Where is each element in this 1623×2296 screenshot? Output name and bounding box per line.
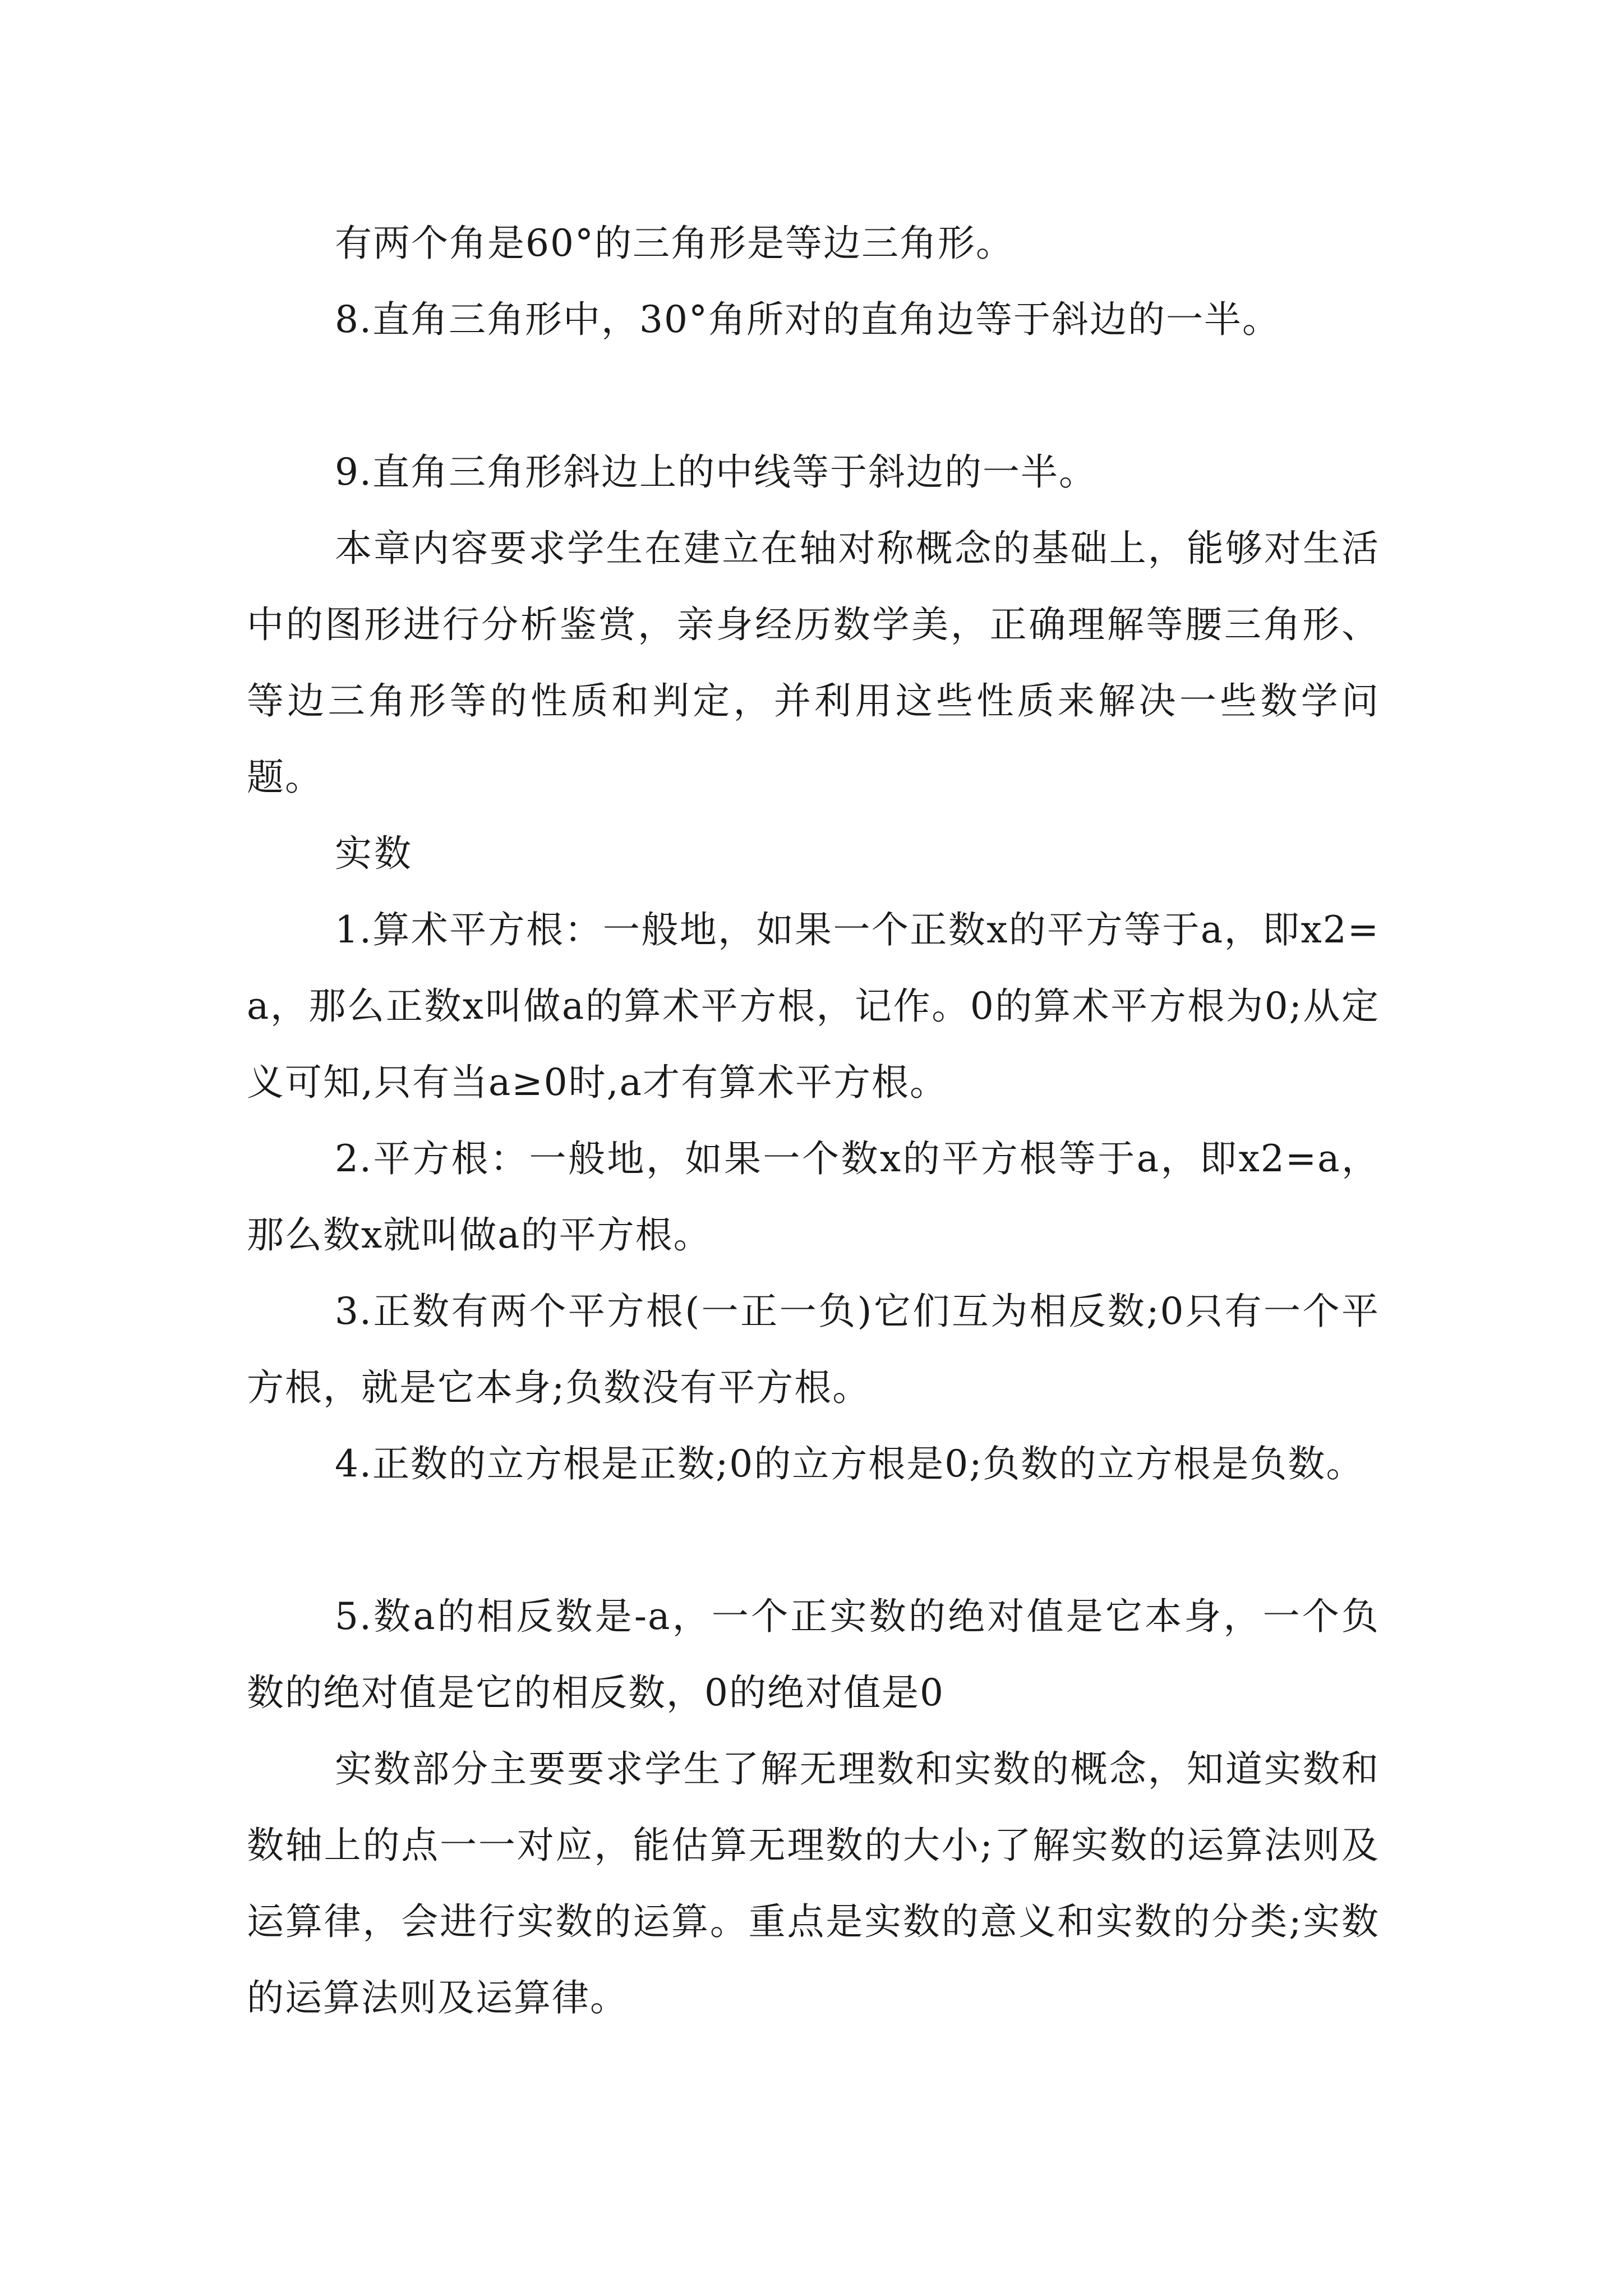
paragraph-real-numbers-summary: 实数部分主要要求学生了解无理数和实数的概念，知道实数和数轴上的点一一对应，能估算无理数的大小;了解实数的运算法则及运算律，会进行实数的运算。重点是实数的意义和实数的分类;实数的运算法则及运算律。 — [247, 1747, 1380, 2019]
paragraph-item-8: 8.直角三角形中，30°角所对的直角边等于斜边的一半。 — [335, 298, 1280, 341]
paragraph-item-1: 1.算术平方根：一般地，如果一个正数x的平方等于a，即x2=a，那么正数x叫做a的算术平方根，记作。0的算术平方根为0;从定义可知,只有当a≥0时,a才有算术平方根。 — [247, 908, 1380, 1104]
paragraph-item-9: 9.直角三角形斜边上的中线等于斜边的一半。 — [335, 450, 1097, 494]
paragraph-item-3: 3.正数有两个平方根(一正一负)它们互为相反数;0只有一个平方根，就是它本身;负数没有平方根。 — [247, 1290, 1380, 1409]
paragraph-chapter-summary: 本章内容要求学生在建立在轴对称概念的基础上，能够对生活中的图形进行分析鉴赏，亲身经历数学美，正确理解等腰三角形、等边三角形等的性质和判定，并利用这些性质来解决一些数学问题。 — [247, 527, 1380, 799]
paragraph-item-5: 5.数a的相反数是-a，一个正实数的绝对值是它本身，一个负数的绝对值是它的相反数，0的绝对值是0 — [247, 1595, 1380, 1714]
section-heading-real-numbers: 实数 — [335, 832, 413, 875]
paragraph-item-4: 4.正数的立方根是正数;0的立方根是0;负数的立方根是负数。 — [335, 1442, 1364, 1485]
paragraph-item-2: 2.平方根：一般地，如果一个数x的平方根等于a，即x2=a，那么数x就叫做a的平方根。 — [247, 1137, 1380, 1257]
paragraph-equilateral-condition: 有两个角是60°的三角形是等边三角形。 — [335, 222, 1014, 265]
